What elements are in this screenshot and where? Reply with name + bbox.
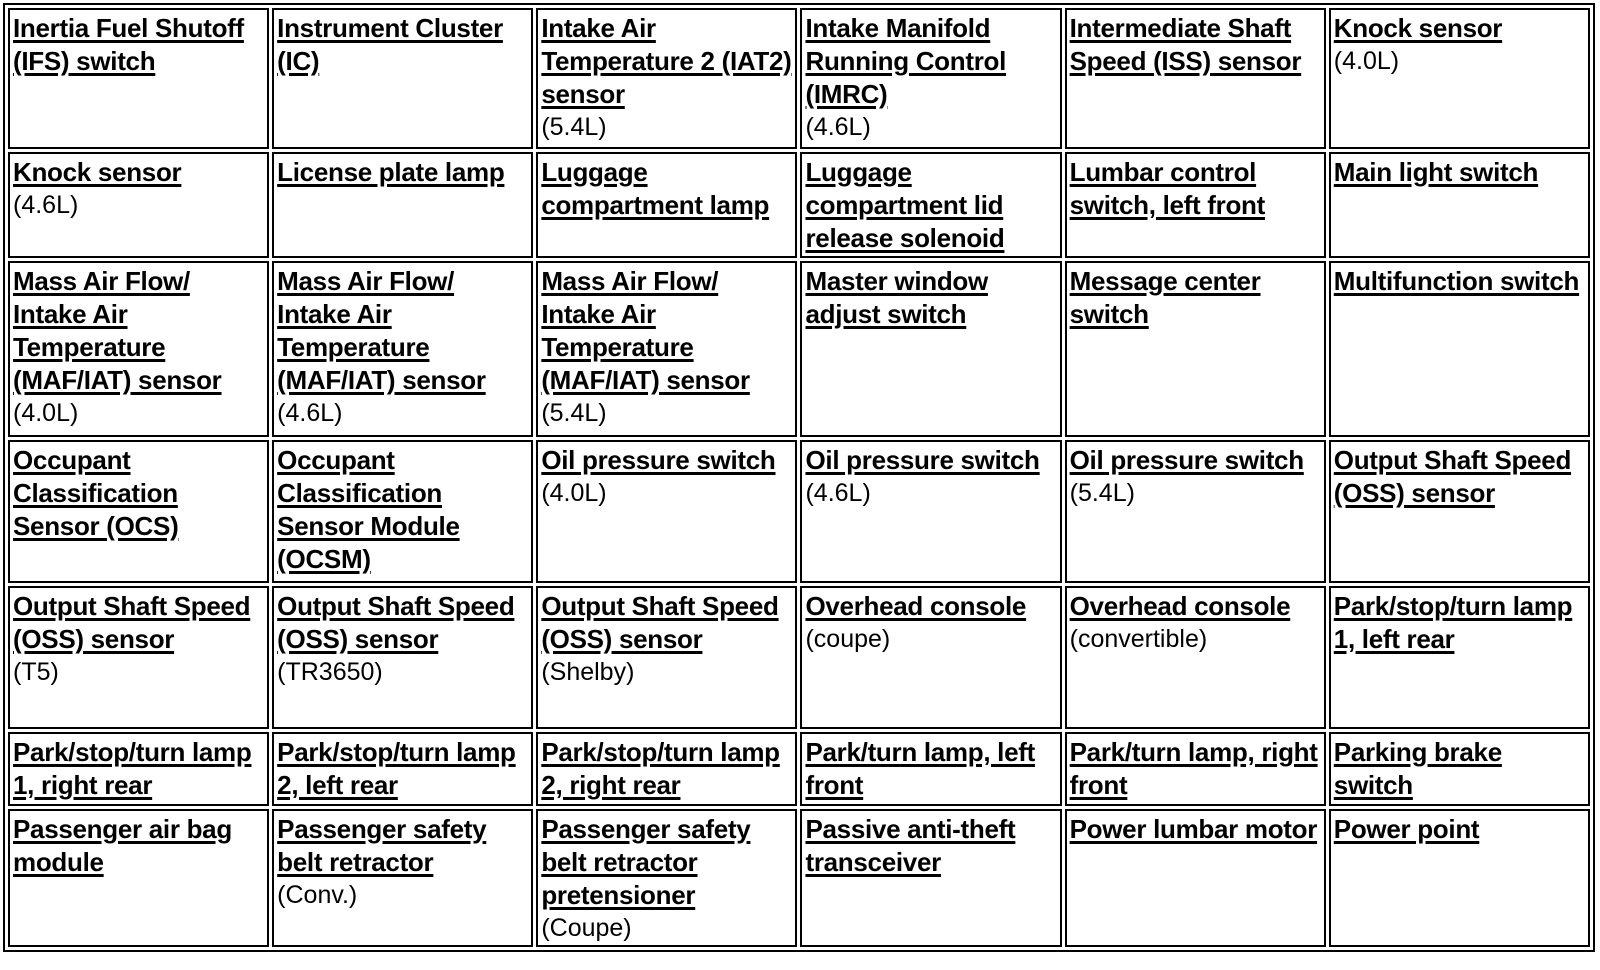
component-cell: [1065, 440, 1326, 583]
component-cell: [1065, 8, 1326, 149]
component-link[interactable]: Passenger safety belt retractor pretensioner: [541, 814, 751, 910]
component-link[interactable]: Lumbar control switch, left front: [1069, 157, 1266, 220]
component-cell: [1065, 809, 1326, 947]
component-link[interactable]: Mass Air Flow/ Intake Air Temperature (MAF/IAT) sensor: [541, 266, 750, 395]
component-cell: [536, 440, 797, 583]
component-index-table: [3, 3, 1595, 952]
component-link[interactable]: Instrument Cluster (IC): [277, 13, 503, 76]
component-cell: [536, 586, 797, 729]
component-link[interactable]: Main light switch: [1333, 157, 1539, 187]
component-link[interactable]: Master window adjust switch: [805, 266, 988, 329]
component-cell: [1329, 261, 1590, 437]
component-cell: [272, 809, 533, 947]
component-link[interactable]: Output Shaft Speed (OSS) sensor: [541, 591, 779, 654]
component-variant-note: (4.0L): [1333, 47, 1400, 75]
component-link[interactable]: Mass Air Flow/ Intake Air Temperature (MAF/IAT) sensor: [277, 266, 486, 395]
component-link[interactable]: Intake Manifold Running Control (IMRC): [805, 13, 1007, 109]
component-link[interactable]: Power point: [1333, 814, 1480, 844]
component-cell: [272, 8, 533, 149]
component-link[interactable]: Park/stop/turn lamp 2, right rear: [541, 737, 780, 800]
component-variant-note: (5.4L): [541, 399, 607, 427]
component-cell: [8, 261, 269, 437]
component-link[interactable]: Park/stop/turn lamp 1, right rear: [13, 737, 252, 800]
component-cell: [272, 261, 533, 437]
component-link[interactable]: Multifunction switch: [1333, 266, 1580, 296]
component-cell: [272, 732, 533, 806]
component-cell: [800, 261, 1061, 437]
component-variant-note: (Conv.): [277, 881, 358, 909]
table-row: [8, 809, 1590, 947]
component-variant-note: (Coupe): [541, 914, 632, 942]
component-link[interactable]: Overhead console: [805, 591, 1027, 621]
component-cell: [800, 152, 1061, 258]
component-link[interactable]: Occupant Classification Sensor Module (OCSM): [277, 445, 460, 574]
component-variant-note: (T5): [13, 658, 59, 686]
component-link[interactable]: Oil pressure switch: [1069, 445, 1304, 475]
component-cell: [536, 809, 797, 947]
component-variant-note: (Shelby): [541, 658, 635, 686]
component-cell: [272, 152, 533, 258]
component-link[interactable]: Luggage compartment lamp: [541, 157, 770, 220]
component-cell: [1329, 152, 1590, 258]
component-link[interactable]: Inertia Fuel Shutoff (IFS) switch: [13, 13, 244, 76]
component-variant-note: (5.4L): [541, 113, 607, 141]
component-link[interactable]: Park/stop/turn lamp 1, left rear: [1333, 591, 1573, 654]
component-cell: [536, 732, 797, 806]
component-link[interactable]: Occupant Classification Sensor (OCS): [13, 445, 179, 541]
table-row: [8, 586, 1590, 729]
component-link[interactable]: Intermediate Shaft Speed (ISS) sensor: [1069, 13, 1302, 76]
component-link[interactable]: Oil pressure switch: [541, 445, 776, 475]
component-cell: [1329, 8, 1590, 149]
component-cell: [800, 809, 1061, 947]
component-cell: [1329, 440, 1590, 583]
component-variant-note: (coupe): [805, 625, 891, 653]
component-index-body: [8, 8, 1590, 947]
component-cell: [536, 261, 797, 437]
component-link[interactable]: Knock sensor: [13, 157, 182, 187]
component-variant-note: (4.0L): [13, 399, 79, 427]
component-link[interactable]: Passenger air bag module: [13, 814, 232, 877]
component-link[interactable]: Output Shaft Speed (OSS) sensor: [13, 591, 251, 654]
component-cell: [800, 8, 1061, 149]
component-variant-note: (5.4L): [1069, 479, 1135, 507]
component-link[interactable]: Message center switch: [1069, 266, 1261, 329]
component-variant-note: (convertible): [1069, 625, 1208, 653]
component-variant-note: (4.6L): [805, 113, 871, 141]
component-cell: [1065, 152, 1326, 258]
table-row: [8, 732, 1590, 806]
component-cell: [8, 586, 269, 729]
component-link[interactable]: Parking brake switch: [1333, 737, 1502, 800]
component-link[interactable]: License plate lamp: [277, 157, 505, 187]
component-cell: [1329, 586, 1590, 729]
component-link[interactable]: Output Shaft Speed (OSS) sensor: [277, 591, 515, 654]
component-link[interactable]: Intake Air Temperature 2 (IAT2) sensor: [541, 13, 792, 109]
table-row: [8, 261, 1590, 437]
component-cell: [536, 152, 797, 258]
component-cell: [1329, 809, 1590, 947]
component-link[interactable]: Park/stop/turn lamp 2, left rear: [277, 737, 516, 800]
component-cell: [8, 8, 269, 149]
table-row: [8, 8, 1590, 149]
component-link[interactable]: Power lumbar motor: [1069, 814, 1318, 844]
component-cell: [272, 440, 533, 583]
component-cell: [536, 8, 797, 149]
component-link[interactable]: Park/turn lamp, left front: [805, 737, 1035, 800]
component-link[interactable]: Oil pressure switch: [805, 445, 1040, 475]
component-link[interactable]: Knock sensor: [1333, 13, 1503, 43]
component-link[interactable]: Overhead console: [1069, 591, 1291, 621]
component-variant-note: (4.0L): [541, 479, 607, 507]
component-link[interactable]: Output Shaft Speed (OSS) sensor: [1333, 445, 1572, 508]
table-row: [8, 152, 1590, 258]
component-cell: [1065, 732, 1326, 806]
component-link[interactable]: Passive anti-theft transceiver: [805, 814, 1016, 877]
component-cell: [1329, 732, 1590, 806]
component-cell: [8, 152, 269, 258]
component-cell: [8, 809, 269, 947]
component-variant-note: (4.6L): [805, 479, 871, 507]
component-cell: [800, 732, 1061, 806]
component-variant-note: (TR3650): [277, 658, 383, 686]
component-cell: [1065, 586, 1326, 729]
table-row: [8, 440, 1590, 583]
component-cell: [800, 586, 1061, 729]
component-cell: [8, 732, 269, 806]
component-link[interactable]: Luggage compartment lid release solenoid: [805, 157, 1005, 253]
component-variant-note: (4.6L): [277, 399, 343, 427]
component-cell: [8, 440, 269, 583]
component-variant-note: (4.6L): [13, 191, 79, 219]
component-cell: [1065, 261, 1326, 437]
component-cell: [800, 440, 1061, 583]
component-link[interactable]: Park/turn lamp, right front: [1069, 737, 1318, 800]
component-cell: [272, 586, 533, 729]
component-link[interactable]: Passenger safety belt retractor: [277, 814, 487, 877]
component-link[interactable]: Mass Air Flow/ Intake Air Temperature (MAF/IAT) sensor: [13, 266, 222, 395]
